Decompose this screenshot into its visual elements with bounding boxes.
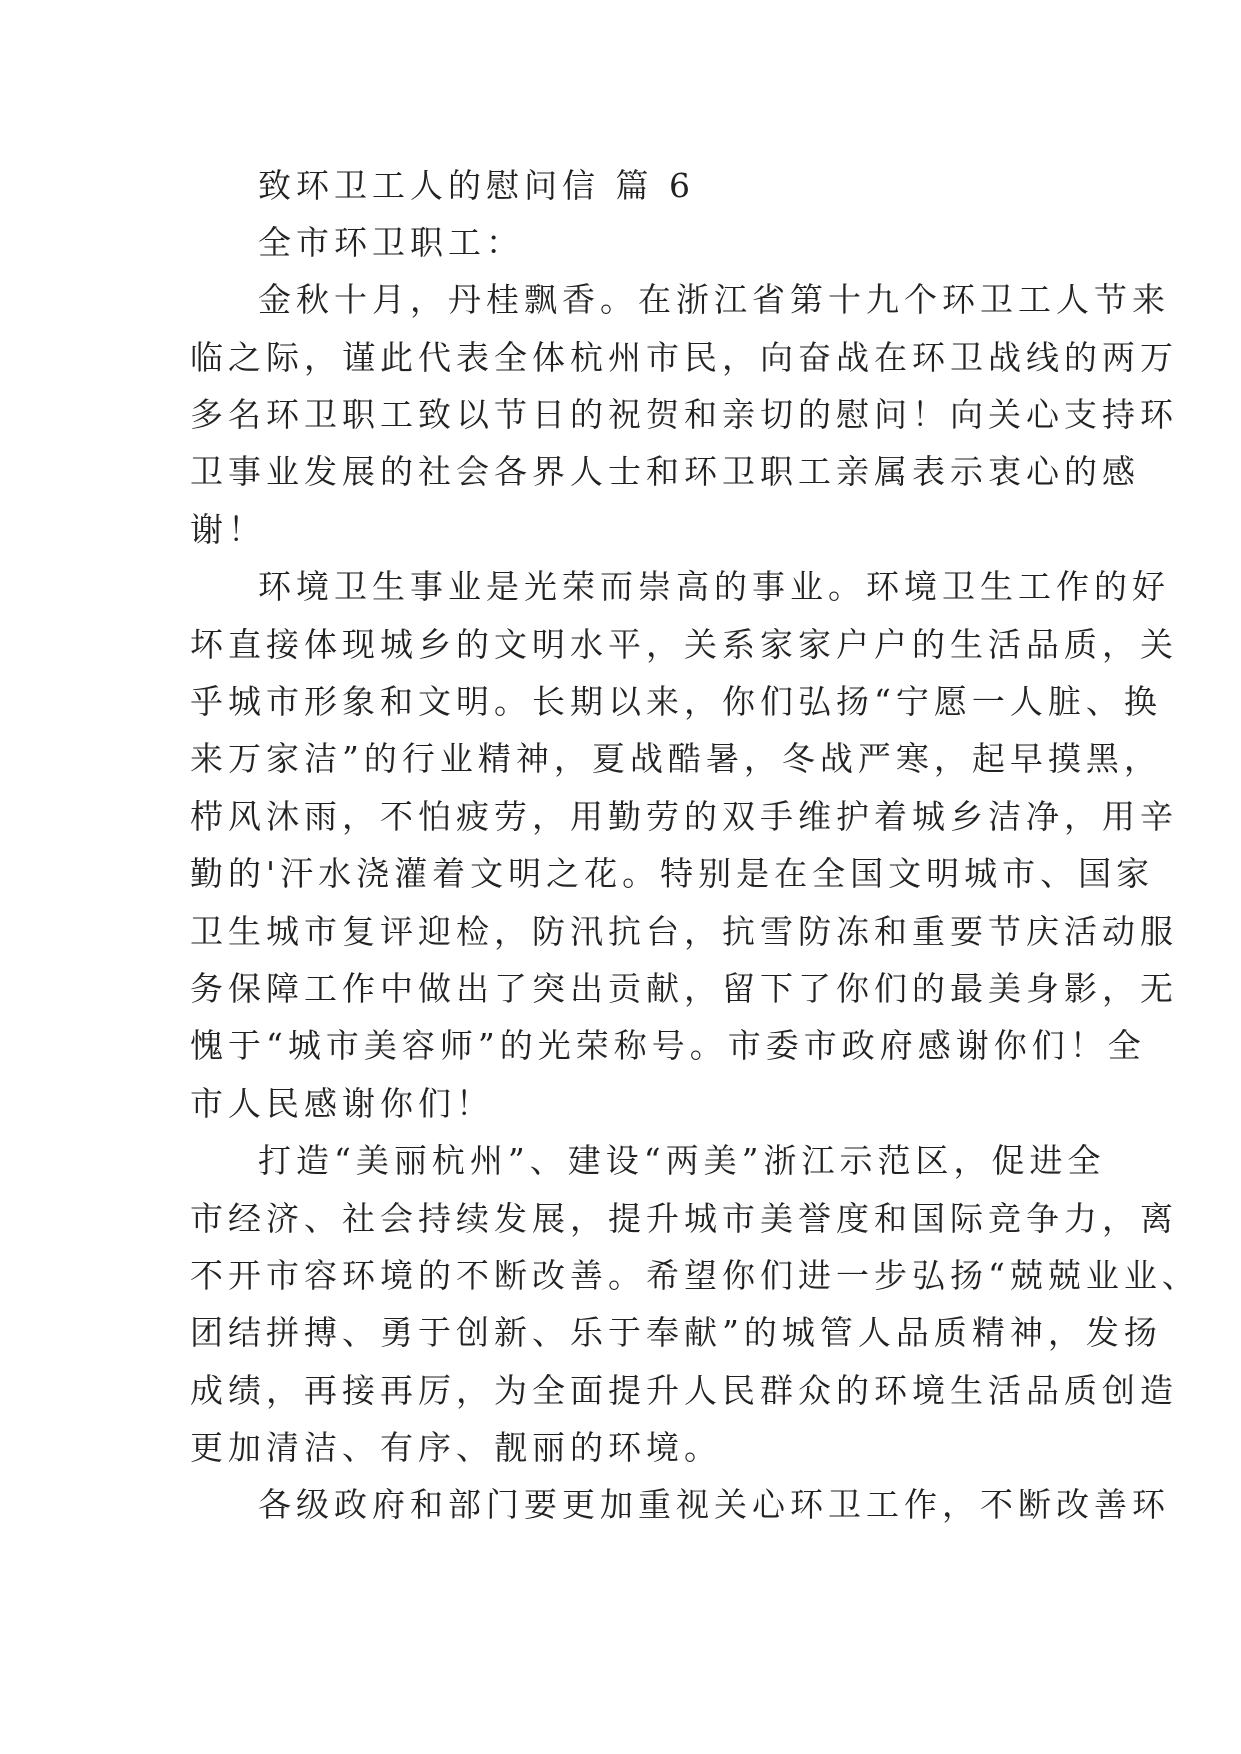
paragraph-line: 更加清洁、有序、靓丽的环境。 <box>190 1428 722 1467</box>
paragraph-line: 谢！ <box>190 510 266 549</box>
paragraph-line: 来万家洁”的行业精神，夏战酷暑，冬战严寒，起早摸黑， <box>190 739 1162 778</box>
paragraph-line: 市经济、社会持续发展，提升城市美誉度和国际竞争力，离 <box>190 1199 1178 1238</box>
letter-heading: 致环卫工人的慰问信 篇 6 <box>258 166 695 205</box>
paragraph-line: 临之际，谨此代表全体杭州市民，向奋战在环卫战线的两万 <box>190 338 1178 377</box>
paragraph-line: 卫生城市复评迎检，防汛抗台，抗雪防冻和重要节庆活动服 <box>190 912 1178 951</box>
paragraph-line: 团结拼搏、勇于创新、乐于奉献”的城管人品质精神，发扬 <box>190 1313 1162 1352</box>
paragraph-line: 环境卫生事业是光荣而崇高的事业。环境卫生工作的好 <box>258 567 1170 606</box>
paragraph-line: 卫事业发展的社会各界人士和环卫职工亲属表示衷心的感 <box>190 452 1140 491</box>
paragraph-line: 愧于“城市美容师”的光荣称号。市委市政府感谢你们！全 <box>190 1026 1146 1065</box>
paragraph-line: 勤的'汗水浇灌着文明之花。特别是在全国文明城市、国家 <box>190 854 1155 893</box>
paragraph-line: 打造“美丽杭州”、建设“两美”浙江示范区，促进全 <box>258 1141 1106 1180</box>
paragraph-line: 市人民感谢你们！ <box>190 1084 494 1123</box>
paragraph-line: 务保障工作中做出了突出贡献，留下了你们的最美身影，无 <box>190 969 1178 1008</box>
paragraph-line: 乎城市形象和文明。长期以来，你们弘扬“宁愿一人脏、换 <box>190 682 1162 721</box>
paragraph-line: 金秋十月，丹桂飘香。在浙江省第十九个环卫工人节来 <box>258 280 1170 319</box>
paragraph-line: 坏直接体现城乡的文明水平，关系家家户户的生活品质，关 <box>190 625 1178 664</box>
paragraph-line: 各级政府和部门要更加重视关心环卫工作，不断改善环 <box>258 1485 1170 1524</box>
letter-salutation: 全市环卫职工： <box>258 223 524 262</box>
paragraph-line: 栉风沐雨，不怕疲劳，用勤劳的双手维护着城乡洁净，用辛 <box>190 797 1178 836</box>
paragraph-line: 成绩，再接再厉，为全面提升人民群众的环境生活品质创造 <box>190 1371 1178 1410</box>
paragraph-line: 多名环卫职工致以节日的祝贺和亲切的慰问！向关心支持环 <box>190 395 1178 434</box>
paragraph-line: 不开市容环境的不断改善。希望你们进一步弘扬“兢兢业业、 <box>190 1256 1200 1295</box>
